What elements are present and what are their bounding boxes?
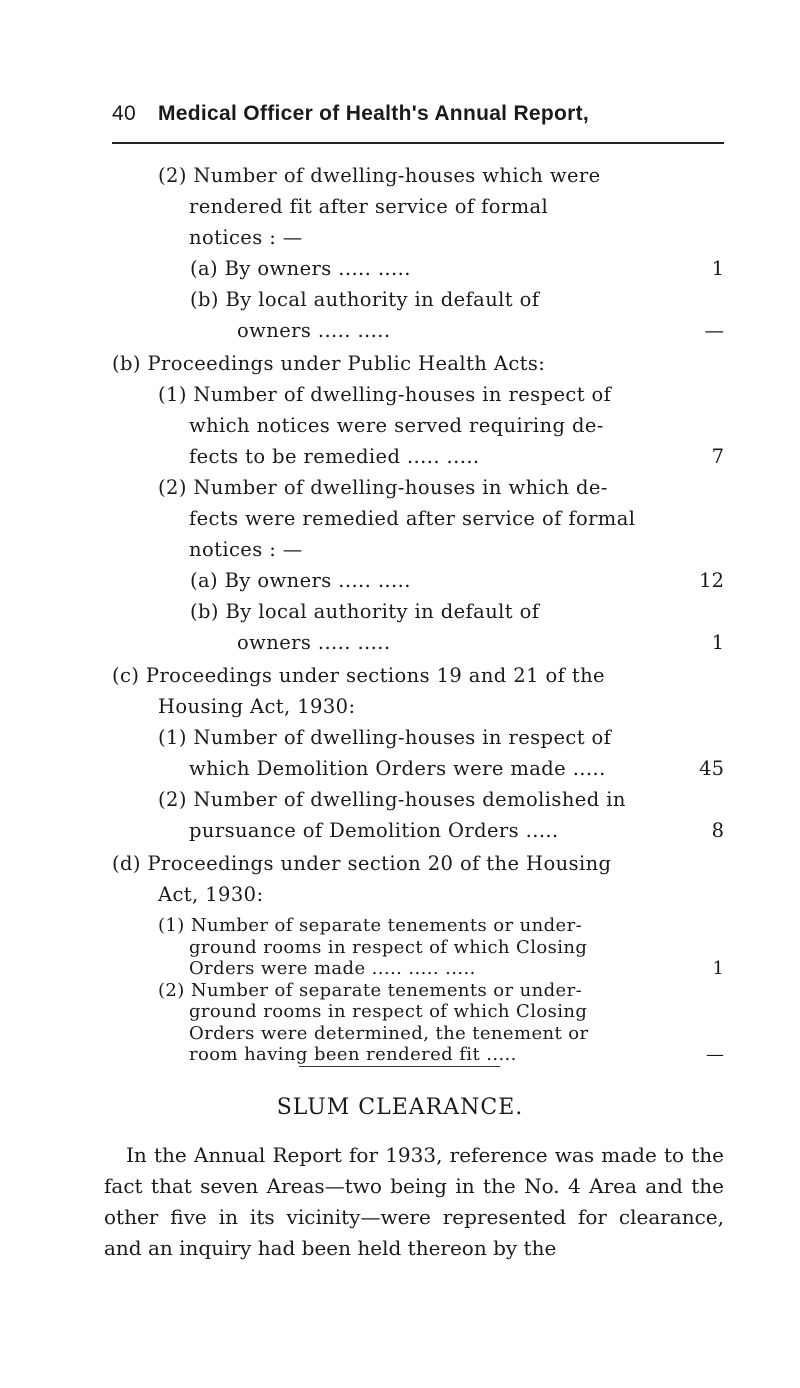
value-b2b: 1 bbox=[711, 631, 724, 654]
report-title: Medical Officer of Health's Annual Report, bbox=[158, 102, 590, 125]
item-d1-cont-1: ground rooms in respect of which Closing bbox=[189, 936, 588, 958]
item-c2-cont: pursuance of Demolition Orders ..... bbox=[189, 819, 559, 842]
section-c-title: (c) Proceedings under sections 19 and 21 of the bbox=[112, 664, 605, 687]
section-b-title: (b) Proceedings under Public Health Acts: bbox=[112, 352, 546, 375]
value-c2: 8 bbox=[711, 819, 724, 842]
item-b2-cont-1: fects were remedied after service of formal bbox=[189, 507, 636, 530]
item-2b-line: (b) By local authority in default of bbox=[190, 288, 540, 311]
item-c1-cont: which Demolition Orders were made ..... bbox=[189, 757, 606, 780]
item-d2-title: (2) Number of separate tenements or under- bbox=[158, 979, 583, 1001]
value-2a: 1 bbox=[711, 257, 724, 280]
item-b1-cont-2: fects to be remedied ..... ..... bbox=[189, 445, 480, 468]
item-b2a-line: (a) By owners ..... ..... bbox=[190, 569, 411, 592]
item-2-cont-2: notices : — bbox=[189, 226, 303, 249]
slum-clearance-heading: SLUM CLEARANCE. bbox=[276, 1095, 524, 1120]
value-c1: 45 bbox=[699, 757, 724, 780]
section-c-cont: Housing Act, 1930: bbox=[158, 695, 356, 718]
item-b2b-cont: owners ..... ..... bbox=[237, 631, 391, 654]
item-b1-cont-1: which notices were served requiring de- bbox=[189, 414, 604, 437]
item-b1-title: (1) Number of dwelling-houses in respect of bbox=[158, 383, 612, 406]
item-2b-cont: owners ..... ..... bbox=[237, 319, 391, 342]
item-d1-cont-2: Orders were made ..... ..... ..... bbox=[189, 958, 476, 979]
item-d1-title: (1) Number of separate tenements or under- bbox=[158, 915, 583, 936]
value-d2: — bbox=[706, 1044, 724, 1065]
page-number: 40 bbox=[112, 102, 136, 125]
page-header bbox=[112, 102, 589, 126]
item-d2-cont-2: Orders were determined, the tenement or bbox=[189, 1022, 589, 1044]
value-b2a: 12 bbox=[699, 569, 724, 592]
value-d1: 1 bbox=[712, 958, 724, 979]
header-rule bbox=[112, 142, 724, 144]
item-d2-cont-1: ground rooms in respect of which Closing bbox=[189, 1001, 588, 1022]
item-b2-cont-2: notices : — bbox=[189, 538, 303, 561]
item-b2-title: (2) Number of dwelling-houses in which de- bbox=[158, 476, 608, 499]
slum-clearance-text: In the Annual Report for 1933, reference was made to the fact that seven Areas—two being in the No. 4 Area and the other five in its vicinity—were represented for clearance, and an inquiry had been held thereon by the bbox=[104, 1143, 724, 1260]
item-c1-title: (1) Number of dwelling-houses in respect of bbox=[158, 726, 612, 749]
value-b1: 7 bbox=[711, 445, 724, 468]
section-divider bbox=[299, 1066, 500, 1067]
section-d-title: (d) Proceedings under section 20 of the Housing bbox=[112, 852, 612, 875]
item-c2-title: (2) Number of dwelling-houses demolished in bbox=[158, 788, 626, 811]
item-d2-cont-3: room having been rendered fit ..... bbox=[189, 1044, 517, 1065]
item-2-cont-1: rendered fit after service of formal bbox=[189, 195, 549, 218]
item-2-title: (2) Number of dwelling-houses which were bbox=[158, 164, 601, 187]
section-d-cont: Act, 1930: bbox=[158, 883, 264, 906]
item-2a-line: (a) By owners ..... ..... bbox=[190, 257, 411, 280]
value-2b: — bbox=[704, 319, 724, 342]
item-b2b-line: (b) By local authority in default of bbox=[190, 600, 540, 623]
slum-clearance-paragraph bbox=[104, 1140, 724, 1264]
